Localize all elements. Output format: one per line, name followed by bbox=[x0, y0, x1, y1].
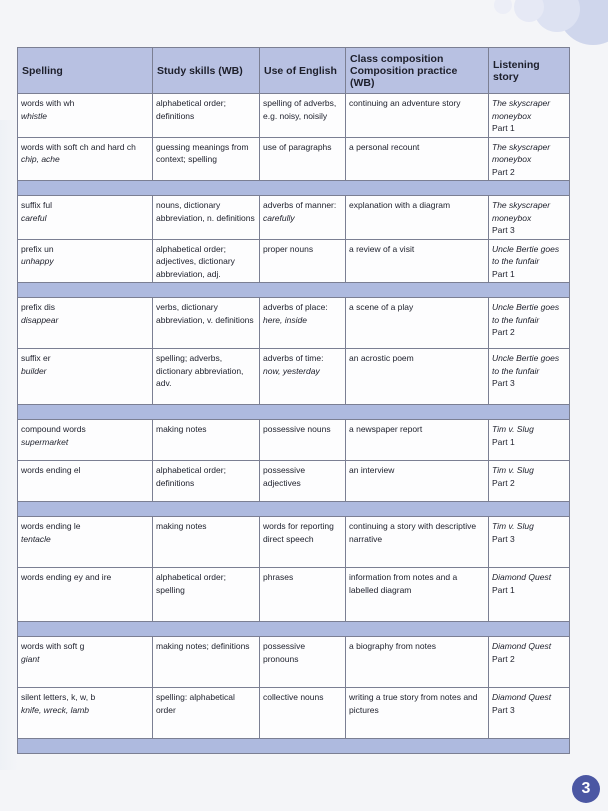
cell-listening: Tim v. Slug Part 3 bbox=[489, 517, 570, 568]
table-row bbox=[18, 349, 570, 405]
cell-study-skills: alphabetical order; adjectives, dictionary abbreviation, adj. bbox=[153, 239, 260, 283]
cell-spelling: prefix un unhappy bbox=[18, 239, 153, 283]
cell-composition: a personal recount bbox=[346, 137, 489, 181]
cell-composition: a scene of a play bbox=[346, 298, 489, 349]
table-header-row bbox=[18, 48, 570, 94]
section-divider bbox=[18, 622, 570, 637]
cell-listening: Uncle Bertie goes to the funfair Part 3 bbox=[489, 349, 570, 405]
cell-spelling: words ending el bbox=[18, 461, 153, 502]
table-row bbox=[18, 420, 570, 461]
table-row bbox=[18, 461, 570, 502]
cell-spelling: words with soft ch and hard ch chip, ache bbox=[18, 137, 153, 181]
table-row bbox=[18, 517, 570, 568]
table-row bbox=[18, 94, 570, 138]
cell-study-skills: alphabetical order; definitions bbox=[153, 94, 260, 138]
cell-study-skills: making notes; definitions bbox=[153, 637, 260, 688]
cell-listening: Diamond Quest Part 1 bbox=[489, 568, 570, 622]
header-study-skills: Study skills (WB) bbox=[153, 48, 260, 94]
cell-use-of-english: possessive pronouns bbox=[260, 637, 346, 688]
cell-study-skills: alphabetical order; spelling bbox=[153, 568, 260, 622]
spelling-example: whistle bbox=[21, 110, 47, 121]
cell-spelling: prefix dis disappear bbox=[18, 298, 153, 349]
table-row bbox=[18, 239, 570, 283]
cell-composition: explanation with a diagram bbox=[346, 196, 489, 240]
table-row bbox=[18, 637, 570, 688]
section-divider bbox=[18, 405, 570, 420]
cell-spelling: words with soft g giant bbox=[18, 637, 153, 688]
cell-listening: Diamond Quest Part 2 bbox=[489, 637, 570, 688]
header-spelling: Spelling bbox=[18, 48, 153, 94]
cell-use-of-english: adverbs of time: now, yesterday bbox=[260, 349, 346, 405]
cell-use-of-english: spelling of adverbs, e.g. noisy, noisily bbox=[260, 94, 346, 138]
cell-use-of-english: possessive adjectives bbox=[260, 461, 346, 502]
section-divider bbox=[18, 181, 570, 196]
cell-listening: The skyscraper moneybox Part 2 bbox=[489, 137, 570, 181]
cell-use-of-english: phrases bbox=[260, 568, 346, 622]
cell-listening: The skyscraper moneybox Part 3 bbox=[489, 196, 570, 240]
cell-listening: The skyscraper moneybox Part 1 bbox=[489, 94, 570, 138]
cell-composition: a biography from notes bbox=[346, 637, 489, 688]
cell-composition: information from notes and a labelled diagram bbox=[346, 568, 489, 622]
section-divider bbox=[18, 502, 570, 517]
cell-spelling: words ending ey and ire bbox=[18, 568, 153, 622]
cell-listening: Tim v. Slug Part 1 bbox=[489, 420, 570, 461]
cell-listening: Diamond Quest Part 3 bbox=[489, 688, 570, 739]
cell-spelling bbox=[18, 94, 153, 138]
cell-study-skills: making notes bbox=[153, 517, 260, 568]
cell-composition: a newspaper report bbox=[346, 420, 489, 461]
cell-spelling: suffix er builder bbox=[18, 349, 153, 405]
header-listening-story: Listening story bbox=[489, 48, 570, 94]
cell-spelling: silent letters, k, w, b knife, wreck, lamb bbox=[18, 688, 153, 739]
cell-use-of-english: proper nouns bbox=[260, 239, 346, 283]
cell-spelling: suffix ful careful bbox=[18, 196, 153, 240]
cell-composition: writing a true story from notes and pictures bbox=[346, 688, 489, 739]
cell-listening: Uncle Bertie goes to the funfair Part 2 bbox=[489, 298, 570, 349]
cell-use-of-english: adverbs of manner: carefully bbox=[260, 196, 346, 240]
section-divider bbox=[18, 739, 570, 754]
cell-spelling: compound words supermarket bbox=[18, 420, 153, 461]
table-row bbox=[18, 688, 570, 739]
cell-study-skills: guessing meanings from context; spelling bbox=[153, 137, 260, 181]
cell-use-of-english: adverbs of place: here, inside bbox=[260, 298, 346, 349]
header-use-of-english: Use of English bbox=[260, 48, 346, 94]
cell-listening: Tim v. Slug Part 2 bbox=[489, 461, 570, 502]
cell-study-skills: verbs, dictionary abbreviation, v. definitions bbox=[153, 298, 260, 349]
cell-study-skills: making notes bbox=[153, 420, 260, 461]
spelling-topic: words with wh bbox=[21, 98, 75, 108]
cell-composition: a review of a visit bbox=[346, 239, 489, 283]
section-divider bbox=[18, 283, 570, 298]
decor-circle bbox=[494, 0, 512, 14]
cell-spelling: words ending le tentacle bbox=[18, 517, 153, 568]
cell-use-of-english: words for reporting direct speech bbox=[260, 517, 346, 568]
page-number-badge: 3 bbox=[572, 775, 600, 803]
cell-use-of-english: collective nouns bbox=[260, 688, 346, 739]
table-row bbox=[18, 196, 570, 240]
cell-composition: an interview bbox=[346, 461, 489, 502]
cell-study-skills: alphabetical order; definitions bbox=[153, 461, 260, 502]
cell-use-of-english: use of paragraphs bbox=[260, 137, 346, 181]
cell-study-skills: spelling; adverbs, dictionary abbreviation, adv. bbox=[153, 349, 260, 405]
cell-composition: an acrostic poem bbox=[346, 349, 489, 405]
syllabus-table bbox=[17, 47, 570, 754]
header-composition: Class composition Composition practice (WB) bbox=[346, 48, 489, 94]
cell-study-skills: nouns, dictionary abbreviation, n. definitions bbox=[153, 196, 260, 240]
page-edge-shade bbox=[0, 120, 18, 770]
cell-use-of-english: possessive nouns bbox=[260, 420, 346, 461]
cell-listening: Uncle Bertie goes to the funfair Part 1 bbox=[489, 239, 570, 283]
cell-composition: continuing a story with descriptive narrative bbox=[346, 517, 489, 568]
cell-study-skills: spelling: alphabetical order bbox=[153, 688, 260, 739]
table-row bbox=[18, 568, 570, 622]
table-row bbox=[18, 137, 570, 181]
table-row bbox=[18, 298, 570, 349]
cell-composition: continuing an adventure story bbox=[346, 94, 489, 138]
